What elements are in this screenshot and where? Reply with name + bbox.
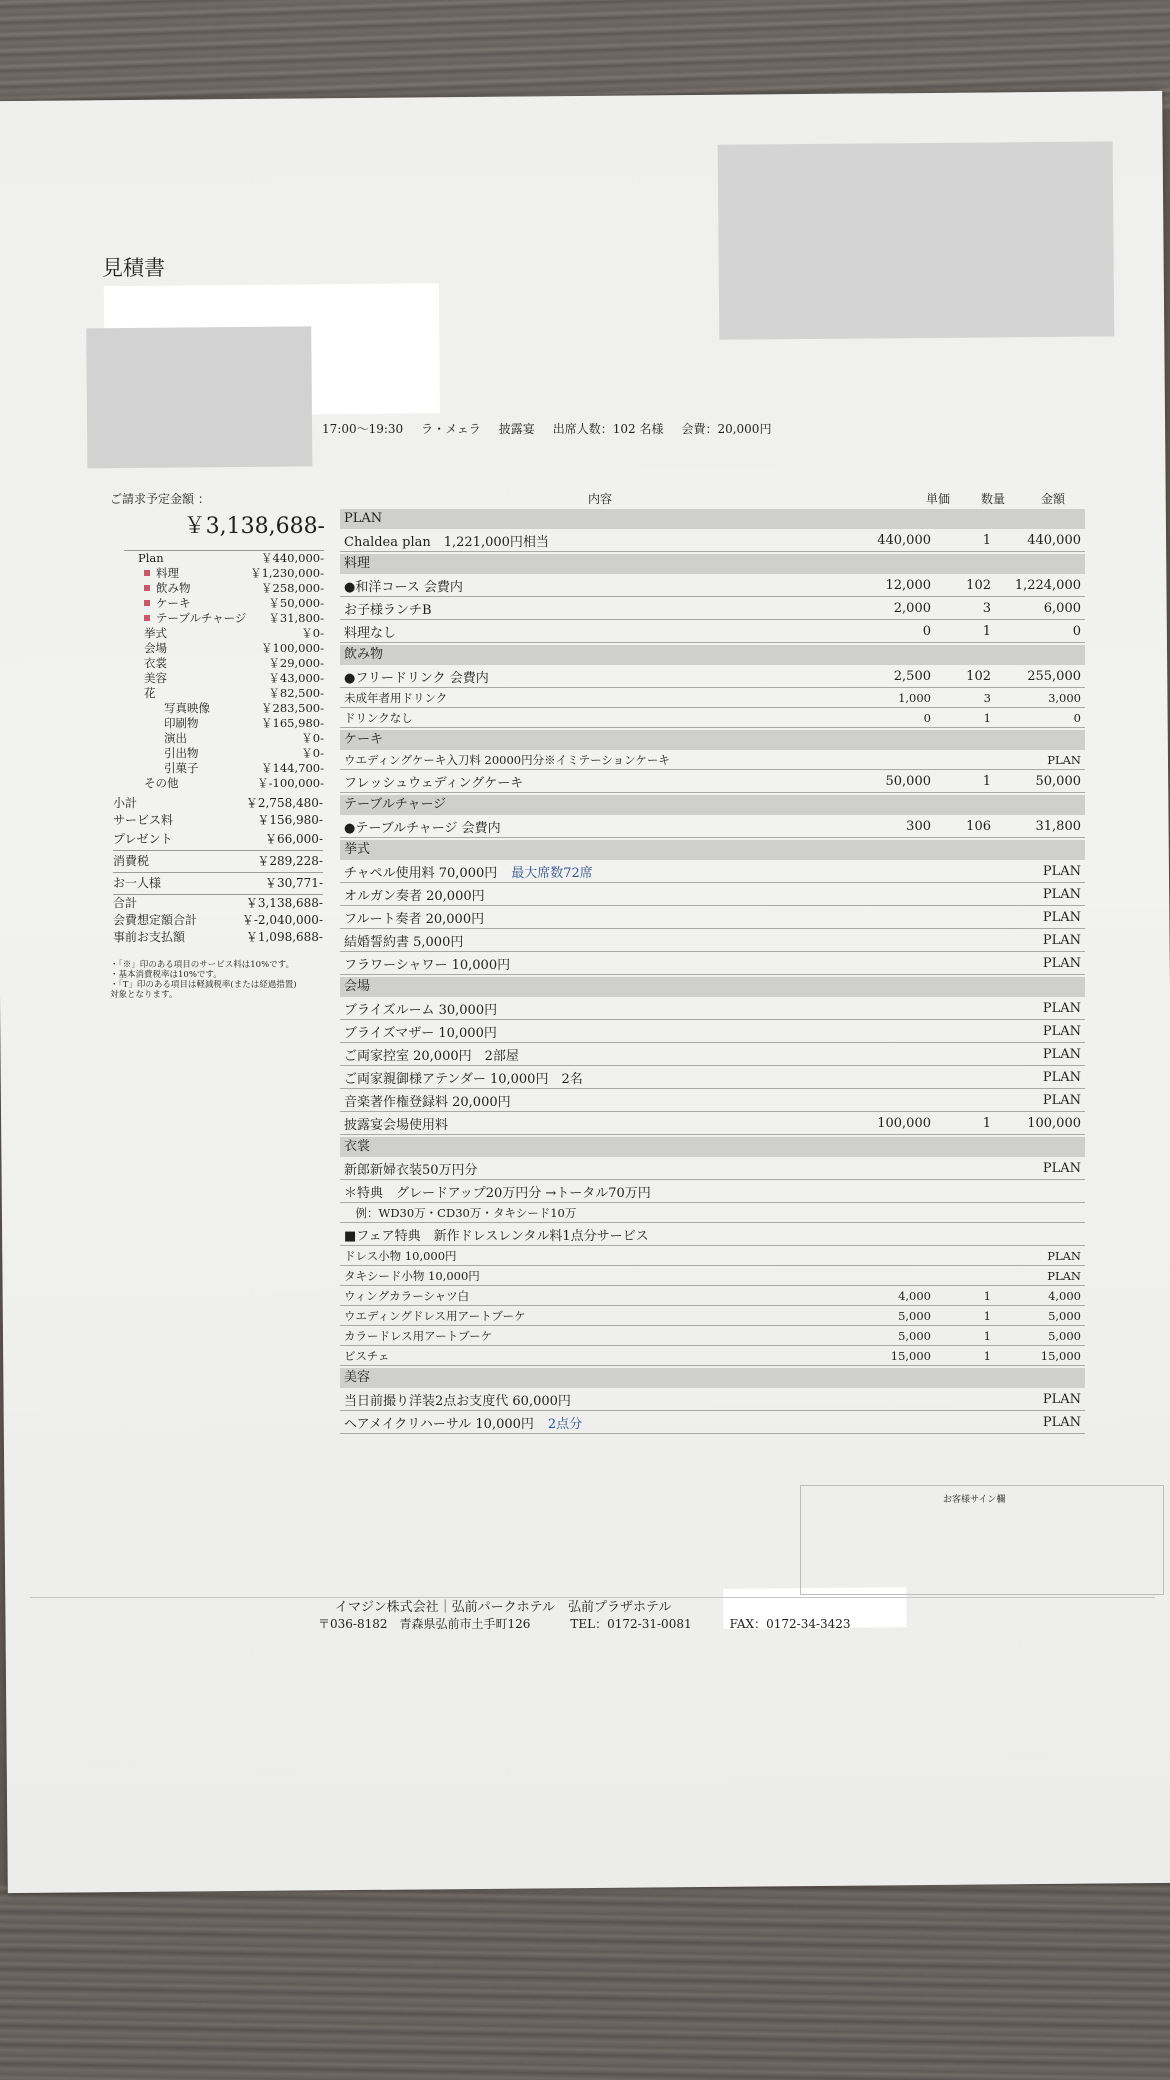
breakdown-label-text: 美容 <box>144 671 167 685</box>
item-content <box>340 817 821 836</box>
item-amount: 6,000 <box>1043 600 1081 616</box>
item-quantity: 1 <box>983 1308 991 1323</box>
table-row <box>340 1089 1085 1112</box>
item-description: 当日前撮り洋装2点お支度代 60,000円 <box>344 1393 571 1409</box>
section-header: 飲み物 <box>340 645 1085 665</box>
table-row <box>340 665 1085 688</box>
breakdown-label <box>124 761 199 776</box>
item-amount: PLAN <box>1047 1248 1081 1263</box>
footer-company: イマジン株式会社｜弘前パークホテル 弘前プラザホテル <box>335 1600 672 1615</box>
event-venue: ラ・メェラ <box>421 422 481 436</box>
table-row <box>340 1346 1085 1366</box>
breakdown-label-text: 引菓子 <box>164 761 199 775</box>
item-description: ウィングカラーシャツ白 <box>344 1288 470 1303</box>
item-amount: 50,000 <box>1035 773 1081 789</box>
item-content <box>340 1328 821 1344</box>
table-row <box>340 620 1085 643</box>
breakdown-value: ￥-100,000- <box>257 776 324 790</box>
breakdown-label-text: 演出 <box>164 731 187 745</box>
breakdown-value: ￥29,000- <box>268 656 324 670</box>
item-quantity: 1 <box>982 773 991 789</box>
breakdown-label <box>124 716 199 731</box>
breakdown-label <box>124 551 164 566</box>
table-row <box>340 952 1085 975</box>
table-row <box>340 1388 1085 1411</box>
breakdown-label <box>124 746 199 761</box>
item-content <box>340 1268 821 1284</box>
footnote-line: 対象となります。 <box>110 990 178 1000</box>
table-row <box>340 1326 1085 1346</box>
item-amount: PLAN <box>1042 1391 1081 1407</box>
breakdown-label <box>124 611 246 626</box>
footer-fax: FAX：0172-34-3423 <box>729 1617 851 1631</box>
breakdown-value: ￥283,500- <box>261 701 324 715</box>
summary-value: ￥289,228- <box>257 854 323 868</box>
table-body <box>340 509 1085 1434</box>
breakdown-value: ￥0- <box>301 746 324 760</box>
item-amount: PLAN <box>1042 1160 1081 1176</box>
section-header: ケーキ <box>340 730 1085 750</box>
cost-breakdown <box>124 550 324 791</box>
item-description: 披露宴会場使用料 <box>344 1117 449 1133</box>
item-amount: PLAN <box>1042 863 1081 879</box>
breakdown-value: ￥0- <box>301 626 324 640</box>
breakdown-label-text: 花 <box>144 686 156 700</box>
item-amount: PLAN <box>1042 1000 1081 1016</box>
item-content <box>340 1022 821 1041</box>
item-unit-price: 0 <box>923 710 931 725</box>
table-row <box>340 1157 1085 1180</box>
item-amount: PLAN <box>1042 909 1081 925</box>
item-content <box>340 531 821 550</box>
breakdown-label <box>124 776 179 791</box>
breakdown-row <box>124 566 324 581</box>
table-row <box>340 1043 1085 1066</box>
breakdown-value: ￥1,230,000- <box>250 566 324 580</box>
item-note: 最大席数72席 <box>511 865 593 881</box>
item-amount: PLAN <box>1042 886 1081 902</box>
item-amount: PLAN <box>1047 1268 1081 1283</box>
summary-row <box>113 812 323 829</box>
breakdown-row <box>124 626 324 641</box>
item-quantity: 1 <box>982 532 991 548</box>
table-row <box>340 860 1085 883</box>
table-row <box>340 574 1085 597</box>
item-description: カラードレス用アートブーケ <box>344 1328 493 1343</box>
item-description: ウエディングケーキ入刀料 20000円分※イミテーションケーキ <box>344 752 670 767</box>
breakdown-label <box>124 566 179 581</box>
table-row <box>340 688 1085 708</box>
item-quantity: 1 <box>983 1288 991 1303</box>
table-row <box>340 770 1085 793</box>
item-unit-price: 100,000 <box>877 1115 931 1131</box>
item-content <box>340 772 821 791</box>
item-content <box>340 1413 821 1432</box>
breakdown-label <box>124 656 167 671</box>
summary-label: 小計 <box>113 796 138 810</box>
item-amount: 0 <box>1073 710 1081 725</box>
item-unit-price: 12,000 <box>885 577 931 593</box>
header-quantity: 数量 <box>980 492 1005 506</box>
item-unit-price: 5,000 <box>898 1308 931 1323</box>
item-content <box>340 1248 821 1264</box>
breakdown-row <box>124 611 324 626</box>
breakdown-label-text: 挙式 <box>144 626 167 640</box>
item-unit-price: 2,000 <box>893 600 931 616</box>
table-row <box>340 1020 1085 1043</box>
footer-contact <box>318 1615 851 1632</box>
event-attendees: 出席人数：102 名様 <box>552 422 664 436</box>
item-content <box>340 599 821 618</box>
summary-label: サービス料 <box>113 813 174 827</box>
item-description: ブライズルーム 30,000円 <box>344 1002 498 1018</box>
summary-label: 消費税 <box>113 854 150 868</box>
item-description: ビスチェ <box>344 1348 390 1363</box>
breakdown-row <box>124 686 324 701</box>
table-row <box>340 1066 1085 1089</box>
item-quantity: 1 <box>982 623 991 639</box>
table-row <box>340 750 1085 770</box>
summary-value: ￥66,000- <box>264 832 323 846</box>
section-header: 料理 <box>340 554 1085 574</box>
item-quantity: 1 <box>983 1348 991 1363</box>
section-header: 衣裳 <box>340 1137 1085 1157</box>
breakdown-value: ￥0- <box>301 731 324 745</box>
header-content: 内容 <box>587 492 612 506</box>
summary-row <box>113 795 323 812</box>
breakdown-label <box>124 701 210 716</box>
header-unit-price: 単価 <box>925 492 950 506</box>
breakdown-label <box>124 686 156 701</box>
item-description: Chaldea plan 1,221,000円相当 <box>344 534 549 550</box>
item-content <box>340 1091 821 1110</box>
breakdown-row <box>124 641 324 656</box>
item-description: タキシード小物 10,000円 <box>344 1268 480 1283</box>
breakdown-row <box>124 761 324 776</box>
event-time: 17:00～19:30 <box>322 422 404 436</box>
breakdown-label-text: 印刷物 <box>164 716 199 730</box>
table-row <box>340 815 1085 838</box>
item-amount: 31,800 <box>1035 818 1081 834</box>
summary-value: ￥30,771- <box>264 876 323 890</box>
breakdown-row <box>124 656 324 671</box>
summary-value: ￥2,758,480- <box>245 796 323 810</box>
footer-address: 〒036-8182 青森県弘前市土手町126 <box>318 1617 531 1631</box>
breakdown-row <box>124 746 324 761</box>
customer-signature-box[interactable] <box>800 1485 1164 1595</box>
billing-amount: ￥3,138,688- <box>183 514 325 539</box>
item-description: ヘアメイクリハーサル 10,000円 <box>344 1416 534 1432</box>
item-content <box>340 576 821 595</box>
breakdown-row <box>124 551 324 566</box>
item-description: ドレス小物 10,000円 <box>344 1248 457 1263</box>
item-note: 2点分 <box>547 1416 583 1432</box>
item-amount: PLAN <box>1047 752 1081 767</box>
item-amount: PLAN <box>1042 1092 1081 1108</box>
item-description: チャペル使用料 70,000円 <box>344 865 498 881</box>
table-row <box>340 1306 1085 1326</box>
section-header: テーブルチャージ <box>340 795 1085 815</box>
item-amount: PLAN <box>1042 1069 1081 1085</box>
totals-panel <box>110 490 325 1000</box>
item-content <box>340 885 821 904</box>
redacted-block-top-right <box>718 141 1115 339</box>
item-amount: 255,000 <box>1027 668 1081 684</box>
summary-row <box>113 912 323 929</box>
item-description: お子様ランチB <box>344 602 432 618</box>
breakdown-value: ￥258,000- <box>261 581 324 595</box>
item-unit-price: 1,000 <box>898 690 931 705</box>
table-row <box>340 597 1085 620</box>
item-content <box>340 752 821 768</box>
table-row <box>340 1411 1085 1434</box>
item-description: ドリンクなし <box>344 710 413 725</box>
breakdown-label <box>124 596 191 611</box>
item-amount: 5,000 <box>1048 1308 1081 1323</box>
breakdown-value: ￥31,800- <box>268 611 324 625</box>
item-quantity: 1 <box>982 1115 991 1131</box>
table-row <box>340 997 1085 1020</box>
item-content <box>340 908 821 927</box>
item-amount: 0 <box>1072 623 1081 639</box>
breakdown-row <box>124 716 324 731</box>
event-info <box>322 420 771 437</box>
item-content <box>340 1068 821 1087</box>
breakdown-label-text: 引出物 <box>164 746 199 760</box>
table-row <box>340 929 1085 952</box>
item-description: ●フリードリンク 会費内 <box>344 670 489 686</box>
item-amount: 5,000 <box>1048 1328 1081 1343</box>
section-header: 挙式 <box>340 840 1085 860</box>
item-description: フルート奏者 20,000円 <box>344 911 485 927</box>
breakdown-label <box>124 731 187 746</box>
item-content <box>340 1114 821 1133</box>
item-content <box>340 954 821 973</box>
item-description: 音楽著作権登録料 20,000円 <box>344 1094 511 1110</box>
breakdown-label-text: ケーキ <box>156 596 191 610</box>
breakdown-value: ￥165,980- <box>261 716 324 730</box>
breakdown-label-text: 写真映像 <box>164 701 210 715</box>
footnotes <box>110 960 315 1000</box>
cost-summary <box>113 795 323 946</box>
item-description: ●和洋コース 会費内 <box>344 579 463 595</box>
breakdown-value: ￥440,000- <box>261 551 324 565</box>
item-quantity: 102 <box>966 668 991 684</box>
breakdown-value: ￥82,500- <box>268 686 324 700</box>
event-type: 披露宴 <box>498 422 535 436</box>
section-header: 美容 <box>340 1368 1085 1388</box>
breakdown-value: ￥50,000- <box>268 596 324 610</box>
breakdown-value: ￥144,700- <box>261 761 324 775</box>
item-amount: PLAN <box>1042 955 1081 971</box>
summary-value: ￥3,138,688- <box>245 896 323 910</box>
item-content <box>340 1159 821 1178</box>
item-content <box>340 690 821 706</box>
breakdown-value: ￥43,000- <box>268 671 324 685</box>
item-amount: 100,000 <box>1027 1115 1081 1131</box>
item-description: ブライズマザー 10,000円 <box>344 1025 497 1041</box>
item-description: 料理なし <box>344 625 397 641</box>
table-row <box>340 906 1085 929</box>
item-amount: PLAN <box>1042 1023 1081 1039</box>
summary-value: ￥156,980- <box>257 813 323 827</box>
table-row <box>340 529 1085 552</box>
summary-row <box>113 895 323 912</box>
summary-value: ￥1,098,688- <box>245 930 323 944</box>
item-quantity: 3 <box>983 690 991 705</box>
table-row <box>340 708 1085 728</box>
item-content <box>340 1205 821 1221</box>
summary-label: 会費想定額合計 <box>113 913 198 927</box>
header-amount: 金額 <box>1040 492 1065 506</box>
item-quantity: 106 <box>966 818 991 834</box>
item-description: ■フェア特典 新作ドレスレンタル料1点分サービス <box>344 1228 649 1244</box>
item-description: 結婚誓約書 5,000円 <box>344 934 464 950</box>
table-row <box>340 1223 1085 1246</box>
item-content <box>340 1182 821 1201</box>
breakdown-value: ￥100,000- <box>261 641 324 655</box>
table-row <box>340 883 1085 906</box>
breakdown-label-text: 会場 <box>144 641 167 655</box>
document-title: 見積書 <box>102 256 165 280</box>
item-amount: PLAN <box>1042 932 1081 948</box>
breakdown-label <box>124 626 167 641</box>
service-charge-mark <box>144 600 150 606</box>
line-items-table <box>340 485 1085 1434</box>
section-header: 会場 <box>340 977 1085 997</box>
item-content <box>340 1390 821 1409</box>
summary-row <box>113 873 323 895</box>
item-amount: PLAN <box>1042 1414 1081 1430</box>
summary-label: プレゼント <box>113 832 173 846</box>
breakdown-row <box>124 671 324 686</box>
table-row <box>340 1180 1085 1203</box>
table-row <box>340 1203 1085 1223</box>
item-unit-price: 5,000 <box>898 1328 931 1343</box>
signature-label: お客様サイン欄 <box>943 1495 1006 1505</box>
breakdown-label-text: 衣裳 <box>144 656 167 670</box>
item-content <box>340 1308 821 1324</box>
item-quantity: 1 <box>983 1328 991 1343</box>
breakdown-label <box>124 671 167 686</box>
summary-row <box>113 929 323 946</box>
item-amount: 4,000 <box>1048 1288 1081 1303</box>
item-unit-price: 2,500 <box>893 668 931 684</box>
item-unit-price: 0 <box>922 623 931 639</box>
item-quantity: 3 <box>982 600 991 616</box>
table-row <box>340 1266 1085 1286</box>
item-amount: 3,000 <box>1048 690 1081 705</box>
item-content <box>340 931 821 950</box>
redacted-block-customer-left <box>86 326 312 468</box>
item-description: フラワーシャワー 10,000円 <box>344 957 511 973</box>
section-header: PLAN <box>340 509 1085 529</box>
summary-row <box>113 851 323 873</box>
item-content <box>340 1225 821 1244</box>
summary-label: お一人様 <box>113 876 162 890</box>
item-quantity: 102 <box>966 577 991 593</box>
table-row <box>340 1246 1085 1266</box>
footer-tel: TEL：0172-31-0081 <box>570 1617 692 1631</box>
item-description: フレッシュウェディングケーキ <box>344 775 524 791</box>
item-description: 新郎新婦衣装50万円分 <box>344 1162 478 1178</box>
item-unit-price: 50,000 <box>885 773 931 789</box>
item-unit-price: 4,000 <box>898 1288 931 1303</box>
summary-row <box>113 829 323 851</box>
item-description: ご両家親御様アテンダー 10,000円 2名 <box>344 1071 583 1087</box>
item-content <box>340 622 821 641</box>
breakdown-label-text: 料理 <box>156 566 179 580</box>
item-quantity: 1 <box>983 710 991 725</box>
item-description: ●テーブルチャージ 会費内 <box>344 820 501 836</box>
item-description: ＊特典 グレードアップ20万円分 →トータル70万円 <box>344 1185 651 1201</box>
footnote-line: ・「※」印のある項目のサービス料は10%です。 <box>110 960 294 970</box>
breakdown-row <box>124 581 324 596</box>
item-amount: 1,224,000 <box>1014 577 1081 593</box>
table-header <box>340 485 1085 507</box>
item-content <box>340 862 821 881</box>
footnote-line: ・「T」印のある項目は軽減税率(または経過措置) <box>110 980 297 990</box>
item-description: ご両家控室 20,000円 2部屋 <box>344 1048 519 1064</box>
item-content <box>340 999 821 1018</box>
breakdown-label <box>124 581 191 596</box>
breakdown-label-text: Plan <box>138 551 164 565</box>
table-surface-bottom <box>0 1885 1170 2080</box>
service-charge-mark <box>144 585 150 591</box>
breakdown-row <box>124 701 324 716</box>
item-content <box>340 1288 821 1304</box>
breakdown-label-text: 飲み物 <box>156 581 191 595</box>
summary-value: ￥-2,040,000- <box>241 913 323 927</box>
item-content <box>340 667 821 686</box>
item-description: ウエディングドレス用アートブーケ <box>344 1308 526 1323</box>
item-unit-price: 300 <box>906 818 931 834</box>
event-fee: 会費：20,000円 <box>681 422 772 436</box>
item-unit-price: 15,000 <box>890 1348 931 1363</box>
item-description: 未成年者用ドリンク <box>344 690 448 705</box>
item-amount: 15,000 <box>1040 1348 1081 1363</box>
footnote-line: ・基本消費税率は10%です。 <box>110 970 222 980</box>
table-row <box>340 1286 1085 1306</box>
breakdown-row <box>124 596 324 611</box>
summary-label: 事前お支払額 <box>113 930 186 944</box>
breakdown-row <box>124 731 324 746</box>
item-description: 例：WD30万・CD30万・タキシード10万 <box>344 1205 577 1220</box>
service-charge-mark <box>144 615 150 621</box>
item-content <box>340 1348 821 1364</box>
item-unit-price: 440,000 <box>877 532 931 548</box>
service-charge-mark <box>144 570 150 576</box>
breakdown-row <box>124 776 324 791</box>
table-row <box>340 1112 1085 1135</box>
billing-label: ご請求予定金額 ： <box>110 492 210 506</box>
breakdown-label-text: その他 <box>144 776 179 790</box>
summary-label: 合計 <box>113 896 138 910</box>
item-content <box>340 710 821 726</box>
item-description: オルガン奏者 20,000円 <box>344 888 485 904</box>
breakdown-label-text: テーブルチャージ <box>156 611 247 625</box>
item-content <box>340 1045 821 1064</box>
item-amount: PLAN <box>1042 1046 1081 1062</box>
item-amount: 440,000 <box>1027 532 1081 548</box>
breakdown-label <box>124 641 167 656</box>
